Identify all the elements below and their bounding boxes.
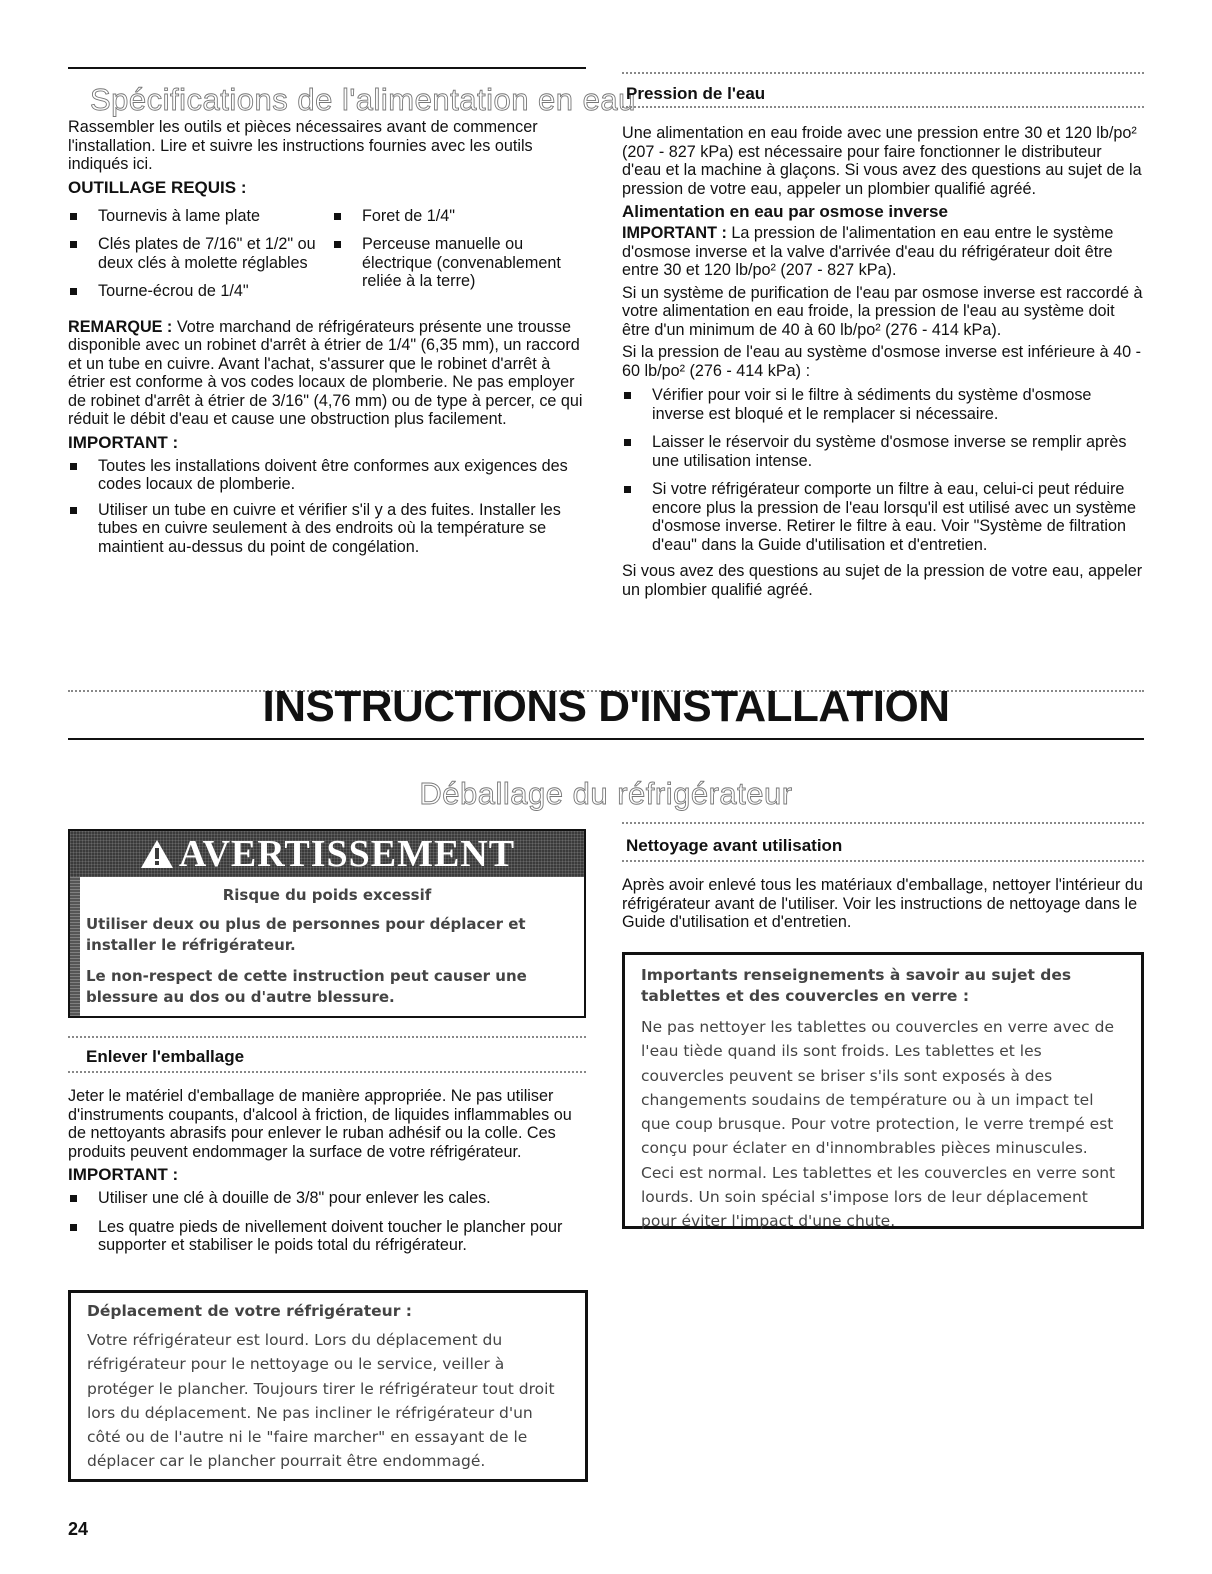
main-title: INSTRUCTIONS D'INSTALLATION [262, 682, 950, 731]
ro-item: Laisser le réservoir du système d'osmose inverse se remplir après une utilisation intense. [622, 433, 1144, 470]
page-number: 24 [68, 1519, 89, 1539]
water-spec-section [68, 118, 588, 563]
warning-body [86, 883, 568, 1008]
tool-item: Tournevis à lame plate [68, 207, 336, 226]
warning-banner [70, 831, 584, 877]
warning-line1: Utiliser deux ou plus de personnes pour déplacer et installer le réfrigérateur. [86, 915, 526, 954]
tool-item: Tourne-écrou de 1/4" [68, 282, 336, 301]
remove-item: Les quatre pieds de nivellement doivent toucher le plancher pour supporter et stabiliser le poids total du réfrigérateur. [68, 1218, 588, 1255]
glass-info-box [622, 952, 1144, 1229]
unpack-title: Déballage du réfrigérateur [419, 776, 793, 811]
ro-para1: Si un système de purification de l'eau par osmose inverse est raccordé à votre alimentation en eau froide, la pression de l'eau au système doit être d'un minimum de 40 à 60 lb/po² (276 - 414 kPa). [622, 283, 1143, 339]
warning-line2: Le non-respect de cette instruction peut causer une blessure au dos ou d'autre blessure. [86, 967, 527, 1006]
tools-list [68, 207, 588, 308]
remark [68, 318, 588, 429]
warning-triangle-icon [139, 838, 175, 870]
ro-important [622, 224, 1144, 280]
tools-heading: OUTILLAGE REQUIS : [68, 177, 247, 197]
glass-heading: Importants renseignements à savoir au sujet des tablettes et des couvercles en verre : [641, 966, 1072, 1005]
water-spec-title: Spécifications de l'alimentation en eau [90, 82, 636, 117]
remove-important-heading: IMPORTANT : [68, 1165, 179, 1184]
pressure-heading: Pression de l'eau [626, 84, 766, 103]
tool-item: Foret de 1/4" [332, 207, 562, 226]
tool-item: Perceuse manuelle ou électrique (convenablement reliée à la terre) [332, 235, 562, 291]
pressure-section [622, 124, 1144, 603]
ro-important-text: La pression de l'alimentation en eau entre le système d'osmose inverse et la valve d'arrivée d'eau du réfrigérateur doit être entre 30 et 120 lb/po² (207 - 827 kPa). [622, 224, 1114, 279]
glass-text: Ne pas nettoyer les tablettes ou couvercles en verre avec de l'eau tiède quand ils sont froids. Les tablettes et les couvercles peuvent se briser s'ils sont exposés à des changements soudains de température ou à un impact tel que coup brusque. Pour votre protection, le verre trempé est conçu pour éclater en d'innombrables pièces minuscules. Ceci est normal. Les tablettes et les couvercles en verre sont lourds. Un soin spécial s'impose lors de leur déplacement pour éviter l'impact d'une chute. [641, 1018, 1116, 1231]
important-heading: IMPORTANT : [68, 432, 179, 452]
ro-closing: Si vous avez des questions au sujet de la pression de votre eau, appeler un plombier qualifié agréé. [622, 562, 1143, 599]
remove-item: Utiliser une clé à douille de 3/8" pour enlever les cales. [68, 1189, 588, 1208]
cleaning-text: Après avoir enlevé tous les matériaux d'emballage, nettoyer l'intérieur du réfrigérateur avant de l'utiliser. Voir les instructions de nettoyage dans le Guide d'utilisation et d'entretien. [622, 876, 1143, 931]
moving-text: Votre réfrigérateur est lourd. Lors du déplacement du réfrigérateur pour le nettoyage ou le service, veiller à protéger le plancher. Toujours tirer le réfrigérateur tout droit lors du déplacement. Ne pas incliner le réfrigérateur d'un côté ou de l'autre ni le "faire marcher" en essayant de le déplacer car le plancher pourrait être endommagé. [87, 1331, 555, 1471]
tool-item: Clés plates de 7/16" et 1/2" ou deux clés à molette réglables [68, 235, 336, 272]
warning-subtitle: Risque du poids excessif [222, 886, 432, 904]
important-item: Toutes les installations doivent être conformes aux exigences des codes locaux de plomberie. [68, 457, 588, 494]
remark-text: Votre marchand de réfrigérateurs présente une trousse disponible avec un robinet d'arrêt à étrier de 1/4" (6,35 mm), un raccord et un tube en cuivre. Avant l'achat, s'assurer que le robinet d'arrêt à étrier est conforme à vos codes locaux de plomberie. Ne pas employer de robinet d'arrêt à étrier de 3/16" (4,76 mm) ou de type à percer, ce qui réduit le débit d'eau et cause une obstruction plus facilement. [68, 317, 583, 428]
warning-banner-text: AVERTISSEMENT [178, 833, 516, 875]
remark-label: REMARQUE : [68, 317, 173, 336]
ro-item: Si votre réfrigérateur comporte un filtre à eau, celui-ci peut réduire encore plus la pression de l'eau lorsqu'il est utilisé avec un système d'osmose inverse. Retirer le filtre à eau. Voir "Système de filtration d'eau" dans la Guide d'utilisation et d'entretien. [622, 480, 1144, 554]
ro-heading: Alimentation en eau par osmose inverse [622, 202, 948, 221]
remove-packaging-heading: Enlever l'emballage [86, 1047, 245, 1066]
remove-packaging-section [68, 1087, 588, 1262]
intro-text: Rassembler les outils et pièces nécessaires avant de commencer l'installation. Lire et suivre les instructions fournies avec les outils indiqués ici. [68, 118, 538, 173]
ro-item: Vérifier pour voir si le filtre à sédiments du système d'osmose inverse est bloqué et le remplacer si nécessaire. [622, 386, 1144, 423]
ro-important-label: IMPORTANT : [622, 224, 727, 242]
ro-para2: Si la pression de l'eau au système d'osmose inverse est inférieure à 40 - 60 lb/po² (276 - 414 kPa) : [622, 343, 1142, 380]
pressure-text: Une alimentation en eau froide avec une pression entre 30 et 120 lb/po² (207 - 827 kPa) est nécessaire pour faire fonctionner le distributeur d'eau et la machine à glaçons. Si vous avez des questions au sujet de la pression de votre eau, appeler un plombier qualifié agréé. [622, 124, 1142, 198]
remove-packaging-text: Jeter le matériel d'emballage de manière appropriée. Ne pas utiliser d'instruments coupants, d'alcool à friction, de liquides inflammables ou de nettoyants abrasifs pour enlever le ruban adhésif ou la colle. Ces produits peuvent endommager la surface de votre réfrigérateur. [68, 1087, 572, 1161]
important-item: Utiliser un tube en cuivre et vérifier s'il y a des fuites. Installer les tubes en cuivre seulement à des endroits où la température se maintient au-dessus du point de congélation. [68, 501, 588, 557]
cleaning-heading: Nettoyage avant utilisation [626, 836, 843, 855]
warning-box [68, 829, 586, 1018]
moving-info-box [68, 1290, 588, 1482]
moving-heading: Déplacement de votre réfrigérateur : [87, 1302, 412, 1320]
